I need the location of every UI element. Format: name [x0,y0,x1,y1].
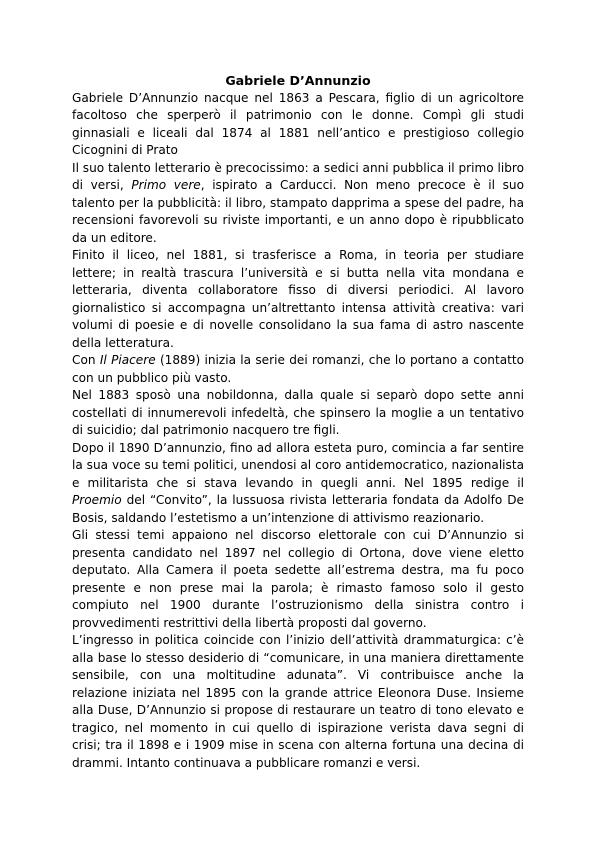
paragraph-deputy: Gli stessi temi appaiono nel discorso elettorale con cui D’Annunzio si presenta candidato nel 1897 nel collegio di Ortona, dove viene eletto deputato. Alla Camera il poeta sedette all’estrema destra, ma fu poco presente e non prese mai la parola; è rimasto famoso solo il gesto compiuto nel 1900 durante l’ostruzionismo della sinistra contro i provvedimenti restrittivi della libertà proposti dal governo. [72,528,524,630]
book-title-primo-vere: Primo vere [131,178,201,192]
paragraph-text: Dopo il 1890 D’annunzio, fino ad allora esteta puro, comincia a far sentire la sua voce su temi politici, unendosi al coro antidemocratico, nazionalista e militarista che si stava levando in quegli anni. Nel 1895 redige il [72,440,524,490]
paragraph-text: Il suo talento letterario è precocissimo: a sedici anni pubblica il primo libro di versi, [72,160,524,192]
paragraph-politics [72,440,524,528]
document-page [72,72,524,772]
book-title-il-piacere: Il Piacere [99,353,156,367]
paragraph-birth: Gabriele D’Annunzio nacque nel 1863 a Pescara, figlio di un agricoltore facoltoso che sperperò il patrimonio con le donne. Compì gli studi ginnasiali e liceali dal 1874 al 1881 nell’antico e prestigioso collegio Cicognini di Prato [72,90,524,157]
document-title: Gabriele D’Annunzio [225,73,371,88]
paragraph-rome: Finito il liceo, nel 1881, si trasferisce a Roma, in teoria per studiare lettere; in realtà trascura l’università e si butta nella vita mondana e letteraria, diventa collaboratore fisso di diversi periodici. Al lavoro giornalistico si accompagna un’altrettanto intensa attività creativa: vari volumi di poesie e di novelle consolidano la sua fama di astro nascente della letteratura. [72,248,524,350]
paragraph-talent [72,160,524,248]
work-title-proemio: Proemio [72,493,122,507]
paragraph-text: (1889) inizia la serie dei romanzi, che lo portano a contatto con un pubblico più vasto. [72,353,524,385]
paragraph-marriage: Nel 1883 sposò una nobildonna, dalla quale si separò dopo sette anni costellati di innumerevoli infedeltà, che spinsero la moglie a un tentativo di suicidio; dal patrimonio nacquero tre figli. [72,388,524,437]
paragraph-text: del “Convito”, la lussuosa rivista letteraria fondata da Adolfo De Bosis, saldando l’estetismo a un’intenzione di attivismo reazionario. [72,493,524,525]
paragraph-theatre: L’ingresso in politica coincide con l’inizio dell’attività drammaturgica: c’è alla base lo stesso desiderio di “comunicare, in una maniera direttamente sensibile, con una moltitudine adunata”. Vi contribuisce anche la relazione iniziata nel 1895 con la grande attrice Eleonora Duse. Insieme alla Duse, D’Annunzio si propose di restaurare un teatro di tono elevato e tragico, nel momento in cui quello di ispirazione verista dava segni di crisi; tra il 1898 e i 1909 mise in scena con alterna fortuna una decina di drammi. Intanto continuava a pubblicare romanzi e versi. [72,633,524,770]
paragraph-text: , ispirato a Carducci. Non meno precoce è il suo talento per la pubblicità: il libro, stampato dapprima a spese del padre, ha recensioni favorevoli su riviste importanti, e un anno dopo è ripubblicato da un editore. [72,178,524,245]
paragraph-text: Con [72,353,100,367]
paragraph-il-piacere [72,352,524,387]
